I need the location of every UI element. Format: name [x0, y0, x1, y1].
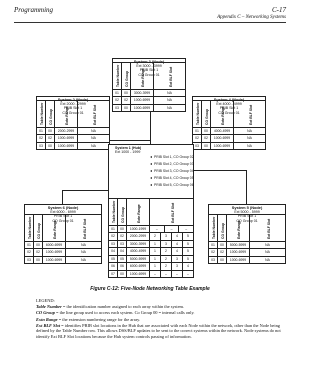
wire-node2 — [109, 140, 150, 141]
node-co: CO Group 01 — [138, 72, 160, 77]
col-co-group: CO Group — [125, 70, 129, 87]
arrow-left-icon — [150, 163, 152, 165]
table-row: 02 02 1000-6999 NA — [209, 248, 285, 256]
legend-title: LEGEND: — [36, 298, 55, 303]
legend-text: = the line group used to access each system. Co Group 00 = internal calls only. — [54, 310, 195, 316]
table-row: 02 02 1000-6999 NA — [193, 134, 265, 142]
node-system-5 — [208, 204, 286, 264]
node-co: CO Group 01 — [52, 218, 74, 223]
col-co-group: CO Group — [221, 222, 225, 239]
legend-term: Table Number — [36, 304, 62, 310]
col-table-number: Table Number — [40, 102, 44, 125]
node-name: System 1 (Hub) — [115, 146, 142, 150]
legend-text: = the extension numbering range for the array. — [57, 316, 141, 322]
col-extn-range: Extn Range — [53, 219, 57, 239]
table-row: 03 00 1000-6999 NA — [37, 142, 109, 150]
arrow-left-icon — [150, 184, 152, 186]
table-row: 03 03 3000-3999 1 3 4 5 — [109, 240, 193, 248]
legend-term: Extn Range — [36, 316, 58, 322]
table-row: 01 00 1000-1999 – – – — [109, 225, 193, 233]
page-number: C-17 — [272, 6, 286, 14]
arrow-left-icon — [150, 170, 152, 172]
wire-node5-h — [192, 170, 247, 171]
col-extn-range: Extn Range — [237, 219, 241, 239]
table-row: 02 02 2000-2999 2 3 4 5 — [109, 232, 193, 240]
hub-table — [109, 198, 193, 278]
col-extn-range: Extn Range — [221, 105, 225, 125]
node-ext: Ext 2000 - 2999 — [60, 102, 86, 107]
col-co-group: CO Group — [205, 108, 209, 125]
node-name: System 2 (Node) — [57, 97, 89, 102]
arrow-left-icon — [150, 156, 152, 158]
col-ext-blf-slot: Ext BLF Slot — [82, 218, 87, 239]
legend-item — [36, 323, 286, 339]
legend-item — [36, 304, 286, 309]
table-row: 03 00 1000-6999 NA — [25, 256, 101, 264]
node-ext: Ext 1000 - 1999 — [115, 150, 141, 155]
table-row: 03 00 1000-6999 NA — [193, 142, 265, 150]
hub-slot-label: PRIB Slot 5, CO Group 06 — [154, 183, 194, 187]
node-table — [25, 214, 101, 264]
table-row: 01 00 3000-3999 NA — [113, 89, 185, 97]
node-prib: PRIB Slot 1 — [139, 68, 159, 73]
wire-node6-v — [62, 190, 63, 204]
col-extn-range: Extn Range — [137, 203, 141, 223]
node-ext: Ext 3000 - 3999 — [136, 64, 162, 69]
table-row: 01 00 2000-2999 NA — [37, 127, 109, 135]
table-row: 01 00 4000-4999 NA — [193, 127, 265, 135]
table-row: 01 00 5000-5999 NA — [209, 241, 285, 249]
node-system-4 — [192, 96, 266, 150]
hub-slot-label: PRIB Slot 4, CO Group 05 — [154, 176, 194, 180]
header-title: Programming — [14, 6, 54, 14]
legend-term: CO Group — [36, 310, 55, 316]
legend-item — [36, 317, 286, 322]
table-row: 03 00 1000-6999 NA — [209, 256, 285, 264]
arrow-left-icon — [150, 177, 152, 179]
col-co-group: CO Group — [121, 206, 125, 223]
col-table-number: Table Number — [212, 216, 216, 239]
node-co: CO Group 01 — [62, 110, 84, 115]
node-prib: PRIB Slot 1 — [219, 106, 239, 111]
node-name: System 6 (Node) — [47, 205, 79, 210]
col-ext-blf-slot: Ext BLF Slot — [92, 104, 97, 125]
col-ext-blf-slot: Ext BLF Slot — [170, 202, 175, 223]
table-row: 02 02 1000-6999 NA — [113, 96, 185, 104]
node-system-3 — [112, 58, 186, 112]
col-table-number: Table Number — [116, 64, 120, 87]
col-table-number: Table Number — [112, 200, 116, 223]
node-ext: Ext 6000 - 6999 — [50, 210, 76, 215]
node-prib: PRIB Slot 1 — [237, 214, 257, 219]
hub-slot-label: PRIB Slot 2, CO Group 03 — [154, 162, 194, 166]
node-system-2 — [36, 96, 110, 150]
hub-slot-label: PRIB Slot 3, CO Group 04 — [154, 169, 194, 173]
legend-item — [36, 310, 286, 315]
col-extn-range: Extn Range — [65, 105, 69, 125]
col-ext-blf-slot: Ext BLF Slot — [248, 104, 253, 125]
node-ext: Ext 4000 - 4999 — [216, 102, 242, 107]
table-row: 06 06 6000-6999 1 2 3 4 — [109, 262, 193, 270]
node-name: System 4 (Node) — [213, 97, 245, 102]
node-table — [37, 100, 109, 150]
col-table-number: Table Number — [196, 102, 200, 125]
node-table — [193, 100, 265, 150]
col-co-group: CO Group — [49, 108, 53, 125]
node-table — [209, 214, 285, 264]
node-table — [113, 62, 185, 112]
hub-header — [109, 145, 193, 154]
legend-text: = identifies PRIB slot locations in the Hub that are associated with each Node within the network, other than the Node being defined by the Table Number row. This allows DSS/BLF updates to be sent to the correct systems within the network. Node systems do not identify Ext BLF Slot locations because the Hub system controls passing of information. — [36, 322, 281, 339]
node-co: CO Group 01 — [236, 218, 258, 223]
col-extn-range: Extn Range — [141, 67, 145, 87]
table-row: 05 05 5000-5999 1 2 3 5 — [109, 255, 193, 263]
node-system-6 — [24, 204, 102, 264]
wire-node5-v — [246, 170, 247, 204]
col-table-number: Table Number — [28, 216, 32, 239]
header-subtitle: Appendix C – Networking Systems — [217, 15, 286, 20]
legend-term: Ext BLF Slot — [36, 322, 61, 328]
node-prib: PRIB Slot 1 — [53, 214, 73, 219]
col-co-group: CO Group — [37, 222, 41, 239]
table-row: 07 00 1000-6999 – – – – — [109, 270, 193, 278]
header-rule — [14, 22, 286, 23]
legend — [36, 298, 286, 340]
legend-text: = the identification number assigned to each array within the system. — [61, 304, 185, 310]
node-ext: Ext 5000 - 5999 — [234, 210, 260, 215]
node-prib: PRIB Slot 1 — [63, 106, 83, 111]
table-row: 01 00 6000-6999 NA — [25, 241, 101, 249]
col-ext-blf-slot: Ext BLF Slot — [266, 218, 271, 239]
node-name: System 3 (Node) — [133, 59, 165, 64]
node-name: System 5 (Node) — [231, 205, 263, 210]
table-row: 02 02 1000-6999 NA — [37, 134, 109, 142]
hub-slot-label: PRIB Slot 1, CO Group 02 — [154, 155, 194, 159]
col-ext-blf-slot: Ext BLF Slot — [168, 66, 173, 87]
table-row: 04 04 4000-4999 1 2 4 5 — [109, 247, 193, 255]
figure-caption: Figure C-12: Five-Node Networking Table Example — [90, 286, 210, 292]
table-row: 02 02 1000-6999 NA — [25, 248, 101, 256]
node-co: CO Group 01 — [218, 110, 240, 115]
table-row: 03 00 1000-6999 NA — [113, 104, 185, 112]
